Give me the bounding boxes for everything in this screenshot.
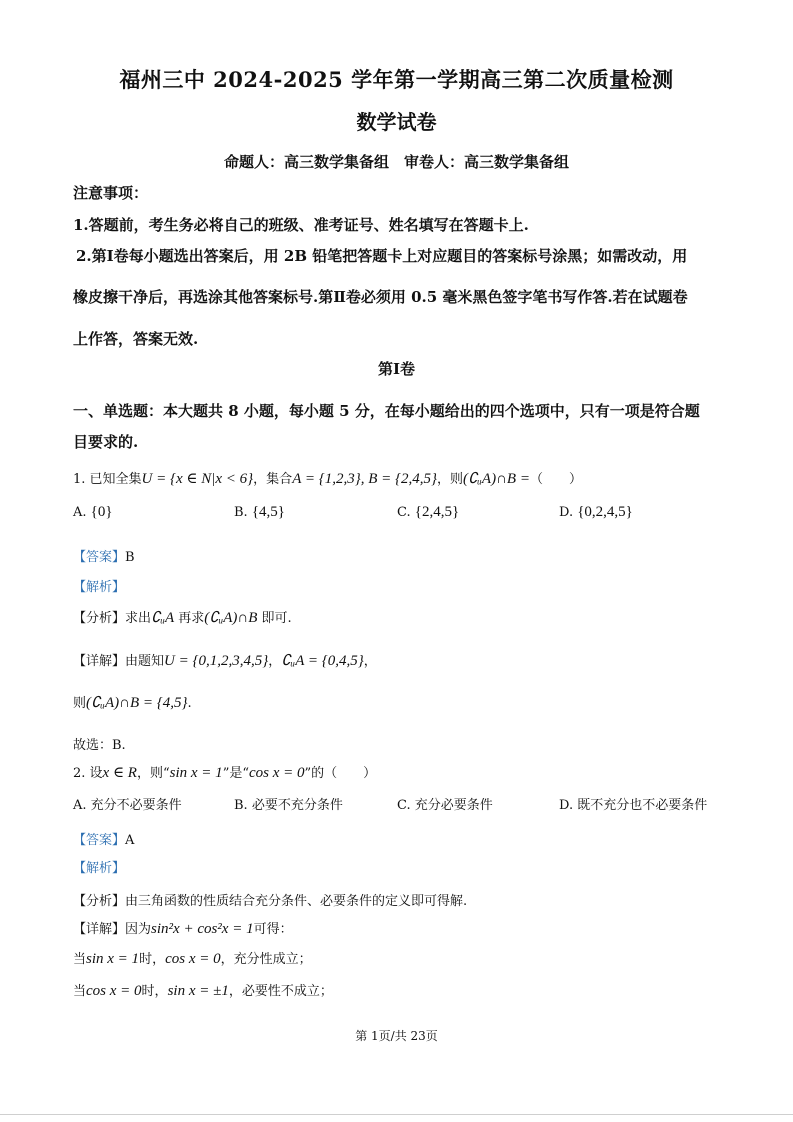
q2-detail-line-1: 当sin x = 1时，cos x = 0，充分性成立； xyxy=(73,951,312,967)
note-item-2-line-1: 2.第Ⅰ卷每小题选出答案后，用 2B 铅笔把答题卡上对应题目的答案标号涂黑；如需改动，用 xyxy=(76,247,688,265)
q1-detail: 【详解】由题知U = {0,1,2,3,4,5}，∁ᵤA = {0,4,5}， xyxy=(73,653,377,669)
section-heading-line-1: 一、单选题：本大题共 8 小题，每小题 5 分，在每小题给出的四个选项中，只有一项是符合题 xyxy=(73,402,700,420)
note-item-2-line-3: 上作答，答案无效. xyxy=(73,330,199,348)
authors-line: 命题人：高三数学集备组 审卷人：高三数学集备组 xyxy=(223,153,569,171)
q1-prefix: 1. 已知全集 xyxy=(73,472,142,487)
q2-analysis-tag: 【解析】 xyxy=(73,861,126,876)
q1-then-text: ，则 xyxy=(436,472,463,487)
q1-option-c: C. {2,4,5} xyxy=(397,504,460,520)
q1-choose: 故选：B. xyxy=(73,738,126,753)
q1-analysis-tag: 【解析】 xyxy=(73,580,126,595)
part-title: 第Ⅰ卷 xyxy=(377,360,416,378)
notes-heading: 注意事项： xyxy=(73,184,149,202)
q1-detail-then: 则(∁ᵤA)∩B = {4,5}. xyxy=(73,695,192,711)
note-item-1: 1.答题前，考生务必将自己的班级、准考证号、姓名填写在答题卡上. xyxy=(73,216,529,234)
q1-fenxi: 【分析】求出∁ᵤA 再求(∁ᵤA)∩B 即可. xyxy=(73,610,292,626)
q2-detail: 【详解】因为sin²x + cos²x = 1可得： xyxy=(73,921,293,937)
q1-answer xyxy=(73,546,135,565)
q1-answer-tag: 【答案】 xyxy=(73,550,126,565)
q1-expression: (∁ᵤA)∩B = xyxy=(463,471,530,487)
page-title: 福州三中 2024-2025 学年第一学期高三第二次质量检测 xyxy=(119,67,674,92)
q2-option-b: B. 必要不充分条件 xyxy=(234,798,343,813)
page-footer: 第 1页/共 23页 xyxy=(355,1029,438,1043)
q1-option-a: A. {0} xyxy=(73,504,113,520)
q1-option-b: B. {4,5} xyxy=(234,504,285,520)
note-item-2-line-2: 橡皮擦干净后，再选涂其他答案标号.第Ⅱ卷必须用 0.5 毫米黑色签字笔书写作答.若在试题卷 xyxy=(73,288,688,306)
q1-universal-set: U = {x ∈ N|x < 6} xyxy=(141,471,254,487)
page-subtitle: 数学试卷 xyxy=(356,110,437,134)
question-2-stem: 2. 设x ∈ R，则“sin x = 1”是“cos x = 0”的（ ） xyxy=(73,765,377,781)
q1-sets-ab: A = {1,2,3}, B = {2,4,5} xyxy=(292,471,437,487)
bottom-rule xyxy=(0,1114,793,1115)
q1-answer-paren: （ ） xyxy=(529,472,582,487)
q2-option-c: C. 充分必要条件 xyxy=(397,798,493,813)
q2-option-d: D. 既不充分也不必要条件 xyxy=(559,798,708,813)
q2-answer: 【答案】A xyxy=(73,833,135,848)
q2-fenxi: 【分析】由三角函数的性质结合充分条件、必要条件的定义即可得解. xyxy=(73,894,468,909)
q1-option-d: D. {0,2,4,5} xyxy=(559,504,633,520)
section-heading-line-2: 目要求的. xyxy=(73,433,139,451)
question-1-stem xyxy=(73,468,582,488)
q1-mid-text: ，集合 xyxy=(253,472,293,487)
q2-option-a: A. 充分不必要条件 xyxy=(73,798,182,813)
q2-detail-line-2: 当cos x = 0时，sin x = ±1，必要性不成立； xyxy=(73,983,333,999)
q1-answer-value: B xyxy=(125,550,135,565)
